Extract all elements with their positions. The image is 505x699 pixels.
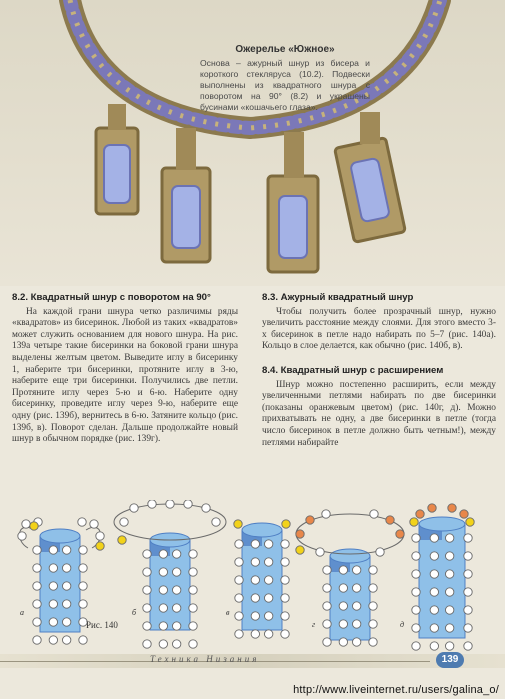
pendant-4 — [335, 112, 406, 242]
diagram-g-loop-bead — [306, 516, 314, 524]
section-8-4-heading: 8.4. Квадратный шнур с расширением — [262, 364, 444, 376]
diagram-b-bead — [189, 586, 197, 594]
necklace-illustration — [0, 0, 505, 286]
diagram-a-bead — [33, 618, 41, 626]
caption-text: Основа – ажурный шнур из бисера и короткого стекляруса (10.2). Подвески выполнены из квадратного шнура с поворотом на 90° (8.2) и украшены бусинами «кошачьего глаза». — [200, 58, 370, 112]
diagram-d-bead — [464, 534, 472, 542]
diagram-a-bead — [49, 618, 57, 626]
diagram-d-bead — [412, 552, 420, 560]
diagram-b-bead — [159, 568, 167, 576]
diagram-a-bead — [33, 582, 41, 590]
diagram-b-bead — [159, 640, 167, 648]
running-title: Техника Низания — [150, 654, 260, 664]
diagram-d-bead — [430, 588, 438, 596]
diagram-b-bead — [189, 568, 197, 576]
diagram-b-bead — [143, 604, 151, 612]
diagram-d-bead — [464, 588, 472, 596]
diagram-a-bead — [33, 564, 41, 572]
diagram-b-yellow-bead — [118, 536, 126, 544]
diagram-g-loop-bead — [316, 548, 324, 556]
diagram-g-bead — [323, 566, 331, 574]
diagram-b-loop-bead — [148, 500, 156, 508]
diagram-d-bead — [464, 624, 472, 632]
diagram-b-loop-bead — [202, 504, 210, 512]
diagram-g-bead — [339, 638, 347, 646]
diagram-v-bead — [251, 576, 259, 584]
diagram-b-bead — [143, 568, 151, 576]
diagram-v-bead — [251, 594, 259, 602]
diagram-d-bead — [430, 642, 438, 650]
diagram-b-loop-bead — [184, 500, 192, 508]
caption-title: Ожерелье «Южное» — [235, 44, 335, 55]
diagram-d-bead — [445, 570, 453, 578]
diagram-v-bead — [251, 558, 259, 566]
diagram-d-bead — [464, 642, 472, 650]
diagram-v-bead — [251, 630, 259, 638]
diagram-g-bead — [369, 620, 377, 628]
figure-140-diagrams — [0, 500, 505, 660]
diagram-g-loop-bead — [370, 510, 378, 518]
diagram-a-loop-bead — [78, 518, 86, 526]
diagram-v-bead — [235, 630, 243, 638]
diagram-g-bead — [339, 602, 347, 610]
diagram-b-bead — [159, 586, 167, 594]
diagram-d-bead — [445, 588, 453, 596]
diagram-v-bead — [251, 612, 259, 620]
diagram-v-bead — [281, 576, 289, 584]
section-8-2-heading: 8.2. Квадратный шнур с поворотом на 90° — [12, 292, 211, 303]
diagram-a-bead — [79, 546, 87, 554]
diagram-g-bead — [352, 584, 360, 592]
diagram-v-bead — [281, 630, 289, 638]
diagram-g-bead — [339, 620, 347, 628]
diagram-d-bead — [464, 606, 472, 614]
diagram-v-bead — [264, 558, 272, 566]
diagram-b-bead — [143, 550, 151, 558]
diagram-d-yellow-bead — [410, 518, 418, 526]
diagram-b-loop-bead — [130, 504, 138, 512]
pendant-2 — [162, 128, 210, 262]
photo-caption — [200, 44, 370, 113]
diagram-g-loop-bead — [396, 530, 404, 538]
section-8-3-body: Чтобы получить более прозрачный шнур, нужно увеличить расстояние между слоями. Для этого вместо 3-х бисеринок в петле надо набирать по 5–7 (рис. 140а). Кольцо в слое делается, как обычно (рис. 140б, в). — [262, 306, 496, 352]
diagram-b-bead — [172, 604, 180, 612]
section-8-3-heading: 8.3. Ажурный квадратный шнур — [262, 292, 414, 303]
diagram-g-bead — [369, 566, 377, 574]
diagram-b-loop-bead — [212, 518, 220, 526]
diagram-v-yellow-bead — [282, 520, 290, 528]
section-8-4-body: Шнур можно постепенно расширить, если между увеличенными петлями набирать по две бисеринки (показаны оранжевым цветом) (рис. 140г, д). Можно прихватывать не одну, а две бисеринки в петле (тогда число бисеринок в петле должно быть четным!), между петлями набирайте — [262, 379, 496, 448]
diagram-v-bead — [281, 540, 289, 548]
diagram-v-bead — [235, 558, 243, 566]
diagram-d-bead — [464, 552, 472, 560]
diagram-g-bead — [352, 620, 360, 628]
diagram-a-yellow-bead — [30, 522, 38, 530]
diagram-b-bead — [172, 640, 180, 648]
diagram-a-bead — [49, 582, 57, 590]
diagram-g-bead — [339, 566, 347, 574]
diagram-d-bead — [445, 642, 453, 650]
diagram-a-top-ellipse — [40, 529, 80, 543]
diagram-d-bead — [430, 624, 438, 632]
diagram-a-bead — [62, 564, 70, 572]
diagram-d-bead — [445, 624, 453, 632]
diagram-a-loop-bead — [96, 532, 104, 540]
diagram-a-bead — [62, 546, 70, 554]
diagram-a-bead — [79, 582, 87, 590]
diagram-d-loop-bead — [416, 510, 424, 518]
diagram-a-loop-bead — [22, 520, 30, 528]
diagram-g-yellow-bead — [296, 546, 304, 554]
diagram-d-bead — [430, 534, 438, 542]
diagram-d-bead — [412, 642, 420, 650]
diagram-a-bead — [79, 636, 87, 644]
diagram-d-bead — [412, 606, 420, 614]
diagram-a-loop-bead — [90, 520, 98, 528]
diagram-a-bead — [33, 546, 41, 554]
figure-letter-g: г — [312, 620, 316, 629]
diagram-a-bead — [79, 564, 87, 572]
diagram-a-bead — [49, 564, 57, 572]
pendant-3 — [268, 132, 318, 272]
necklace-photo — [0, 0, 505, 286]
diagram-b-bead — [172, 568, 180, 576]
diagram-v-bead — [264, 612, 272, 620]
diagram-b-bead — [189, 622, 197, 630]
diagram-g-bead — [323, 584, 331, 592]
figure-letter-a: а — [20, 608, 24, 617]
diagram-d-top-ellipse — [419, 517, 465, 531]
section-8-2-body: На каждой грани шнура четко различимы ряды «квадратов» из бисеринок. Любой из таких «квадратов» может служить основанием для нового шнура. На рис. 139а четыре такие бисеринки на боковой грани шнура выделены желтым цветом. Выведите иглу в бисеринку 1, наберите три бисеринки, протяните иглу в 3-ю, наберите еще три бисеринки. Получились две петли. Протяните иглу через 5-ю и 6-ю. Наберите одну бисеринку, проведите иглу через 9-ю, наберите еще одну (рис. 139б), вернитесь в 6-ю. Затяните кольцо (рис. 139б, в). Поворот сделан. Дальше продолжайте новый шнур в обычном порядке (рис. 139г). — [12, 306, 238, 445]
diagram-a-yellow-bead — [96, 542, 104, 550]
diagram-d-bead — [430, 606, 438, 614]
diagram-v-bead — [235, 540, 243, 548]
figure-letter-v: в — [226, 608, 230, 617]
diagram-g-bead — [323, 620, 331, 628]
diagram-g-bead — [369, 602, 377, 610]
right-column — [262, 292, 496, 449]
diagram-g-bead — [352, 602, 360, 610]
diagram-g-bead — [339, 584, 347, 592]
diagram-a-bead — [62, 618, 70, 626]
diagram-b-loop-bead — [120, 518, 128, 526]
diagram-d-bead — [412, 534, 420, 542]
diagram-a-bead — [62, 636, 70, 644]
diagram-v-bead — [264, 540, 272, 548]
diagram-d-bead — [430, 570, 438, 578]
diagram-d-bead — [464, 570, 472, 578]
diagram-a-bead — [33, 600, 41, 608]
diagram-b-bead — [189, 640, 197, 648]
diagram-a-loop-bead — [18, 532, 26, 540]
diagram-d-loop-bead — [460, 510, 468, 518]
diagram-g-bead — [369, 584, 377, 592]
diagram-v-yellow-bead — [234, 520, 242, 528]
diagram-g-loop-bead — [322, 510, 330, 518]
figure-letter-d: д — [400, 620, 405, 629]
diagram-a-bead — [62, 600, 70, 608]
diagram-g-bead — [352, 638, 360, 646]
diagram-v-bead — [235, 612, 243, 620]
diagram-b-bead — [159, 604, 167, 612]
diagram-v-bead — [235, 576, 243, 584]
diagram-g-loop-bead — [296, 530, 304, 538]
diagram-b-bead — [143, 622, 151, 630]
diagram-g-loop-bead — [376, 548, 384, 556]
diagram-d-loop-bead — [448, 504, 456, 512]
diagram-d-loop-bead — [428, 504, 436, 512]
page-number-badge: 139 — [436, 652, 464, 668]
diagram-a-bead — [49, 636, 57, 644]
diagram-b-bead — [143, 586, 151, 594]
diagram-v-bead — [264, 576, 272, 584]
pendant-1 — [96, 104, 138, 214]
diagram-v-bead — [264, 594, 272, 602]
figure-140 — [0, 500, 505, 660]
diagram-b-bead — [189, 604, 197, 612]
diagram-v-bead — [281, 612, 289, 620]
diagram-d-bead — [412, 588, 420, 596]
diagram-b-bead — [172, 586, 180, 594]
diagram-d-bead — [412, 570, 420, 578]
diagram-d-bead — [445, 606, 453, 614]
diagram-v-bead — [251, 540, 259, 548]
diagram-a-bead — [62, 582, 70, 590]
diagram-d-yellow-bead — [466, 518, 474, 526]
diagram-v-bead — [281, 594, 289, 602]
source-watermark: http://www.liveinternet.ru/users/galina_o/ — [293, 684, 499, 696]
diagram-d-cylinder — [419, 524, 465, 638]
figure-label: Рис. 140 — [86, 620, 118, 630]
diagram-d-bead — [445, 552, 453, 560]
diagram-b-loop-bead — [166, 500, 174, 508]
diagram-g-top-ellipse — [330, 549, 370, 563]
diagram-b-bead — [172, 622, 180, 630]
diagram-g-bead — [323, 602, 331, 610]
diagram-g-bead — [323, 638, 331, 646]
diagram-v-bead — [235, 594, 243, 602]
diagram-g-bead — [369, 638, 377, 646]
diagram-g-loop-bead — [386, 516, 394, 524]
diagram-v-bead — [264, 630, 272, 638]
diagram-a-bead — [79, 600, 87, 608]
diagram-d-bead — [430, 552, 438, 560]
diagram-b-bead — [189, 550, 197, 558]
diagram-b-bead — [159, 550, 167, 558]
diagram-d-bead — [445, 534, 453, 542]
diagram-a-bead — [33, 636, 41, 644]
diagram-a-bead — [49, 600, 57, 608]
left-column — [12, 292, 238, 446]
diagram-b-bead — [172, 550, 180, 558]
diagram-v-bead — [281, 558, 289, 566]
figure-letter-b: б — [132, 608, 137, 617]
diagram-b-bead — [159, 622, 167, 630]
diagram-b-bead — [143, 640, 151, 648]
diagram-g-bead — [352, 566, 360, 574]
diagram-a-bead — [49, 546, 57, 554]
diagram-d-bead — [412, 624, 420, 632]
diagram-v-top-ellipse — [242, 523, 282, 537]
